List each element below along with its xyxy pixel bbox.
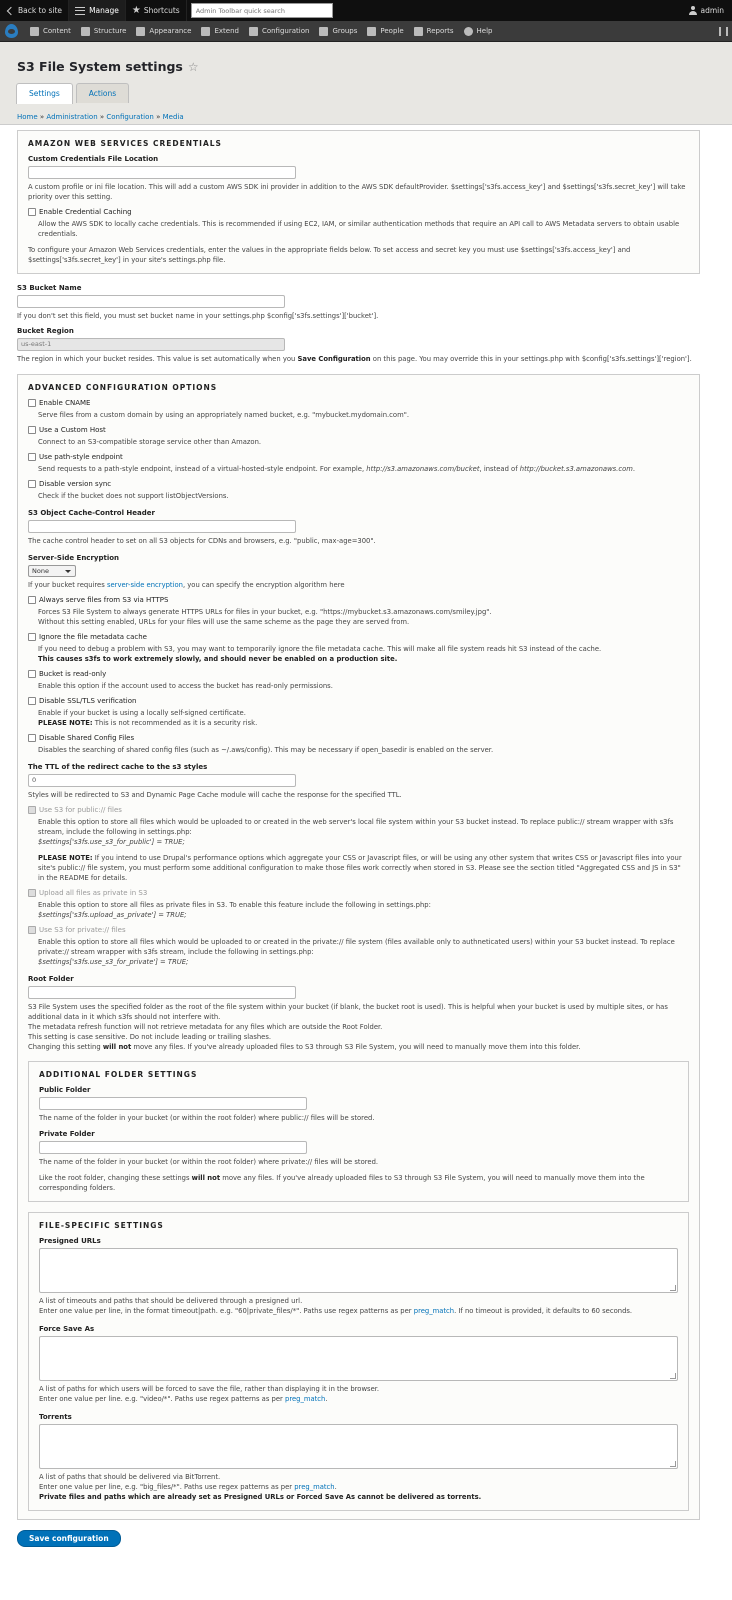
- bucket-name-field: [17, 284, 700, 321]
- shortcut-star-icon[interactable]: ☆: [187, 60, 199, 74]
- upload-private-checkbox: [28, 889, 689, 897]
- aws-credentials-note: To configure your Amazon Web Services credentials, enter the values in the appropriate fields below. To set access and secret key you must use $settings['s3fs.access_key'] and $settings['s3fs.secret_key'] in your site's settings.php file.: [28, 246, 631, 264]
- path-style-desc: [38, 464, 689, 474]
- custom-host-desc: Connect to an S3-compatible storage service other than Amazon.: [38, 438, 262, 446]
- wrench-icon: [249, 27, 258, 36]
- admin-toolbar: [0, 0, 732, 21]
- path-desc-text: .: [632, 465, 636, 473]
- public-folder-desc: The name of the folder in your bucket (or within the root folder) where public:// files will be stored.: [39, 1114, 375, 1122]
- read-only-checkbox[interactable]: [28, 670, 689, 678]
- presigned-textarea[interactable]: [39, 1248, 678, 1293]
- checkbox-box[interactable]: [28, 399, 36, 407]
- menu-label: Structure: [93, 27, 127, 35]
- disable-ssl-desc: [38, 708, 689, 728]
- root-desc-line: [28, 1042, 689, 1052]
- ssl-note-bold: PLEASE NOTE:: [38, 719, 93, 727]
- force-save-textarea[interactable]: [39, 1336, 678, 1381]
- version-sync-desc: Check if the bucket does not support listObjectVersions.: [38, 492, 229, 500]
- cache-control-input[interactable]: [28, 520, 296, 533]
- back-label: Back to site: [18, 6, 63, 15]
- user-name: admin: [700, 6, 724, 15]
- checkbox-box: [28, 889, 36, 897]
- force-desc-line: A list of paths for which users will be forced to save the file, rather than displaying it in the browser.: [39, 1385, 380, 1393]
- fieldset-legend: ADVANCED CONFIGURATION OPTIONS: [28, 383, 218, 392]
- private-code: $settings['s3fs.use_s3_for_private'] = TRUE;: [38, 958, 189, 966]
- checkbox-box[interactable]: [28, 734, 36, 742]
- checkbox-box[interactable]: [28, 697, 36, 705]
- shortcuts-tab[interactable]: [126, 0, 187, 21]
- manage-label: Manage: [89, 6, 119, 15]
- ttl-desc: Styles will be redirected to S3 and Dynamic Page Cache module will cache the response for the specified TTL.: [28, 791, 402, 799]
- menu-icon: [75, 7, 85, 15]
- menu-content[interactable]: [25, 21, 76, 42]
- cred-file-label: Custom Credentials File Location: [28, 155, 159, 163]
- menu-label: Help: [476, 27, 493, 35]
- presigned-desc: [39, 1296, 678, 1316]
- groups-icon: [319, 27, 328, 36]
- help-icon: [464, 27, 473, 36]
- folders-note-bold: will not: [191, 1174, 221, 1182]
- encryption-select[interactable]: None: [28, 565, 76, 577]
- use-s3-private-desc: [38, 937, 689, 967]
- primary-tabs: [16, 83, 132, 104]
- checkbox-label: Ignore the file metadata cache: [39, 633, 147, 641]
- menu-people[interactable]: [362, 21, 408, 42]
- ssl-note-text: This is not recommended as it is a security risk.: [92, 719, 258, 727]
- root-desc-text: move any files. If you've already uploaded files to S3 through S3 File System, you will need to manually move them into this folder.: [131, 1043, 581, 1051]
- checkbox-box: [28, 806, 36, 814]
- path-desc-text: Send requests to a path-style endpoint, instead of a virtual-hosted-style endpoint. For example,: [38, 465, 367, 473]
- content-icon: [30, 27, 39, 36]
- presigned-label: Presigned URLs: [39, 1237, 101, 1245]
- presigned-desc-line: [39, 1306, 678, 1316]
- public-folder-label: Public Folder: [39, 1086, 91, 1094]
- breadcrumb: Home » Administration » Configuration » Media: [17, 113, 184, 121]
- path-desc-example: http://s3.amazonaws.com/bucket: [366, 465, 480, 473]
- menu-help[interactable]: [459, 21, 498, 42]
- force-save-desc: [39, 1384, 678, 1404]
- private-folder-input[interactable]: [39, 1141, 307, 1154]
- checkbox-label: Enable Credential Caching: [39, 208, 132, 216]
- menu-label: Reports: [426, 27, 454, 35]
- path-style-checkbox[interactable]: [28, 453, 689, 461]
- force-desc-text: .: [325, 1395, 328, 1403]
- reports-icon: [414, 27, 423, 36]
- folder-settings-fieldset: [28, 1061, 689, 1202]
- back-arrow-icon: [7, 6, 15, 14]
- manage-tab[interactable]: [69, 0, 126, 21]
- checkbox-label: Always serve files from S3 via HTTPS: [39, 596, 169, 604]
- checkbox-box[interactable]: [28, 426, 36, 434]
- menu-label: Groups: [332, 27, 358, 35]
- checkbox-box[interactable]: [28, 596, 36, 604]
- https-desc-line: Forces S3 File System to always generate HTTPS URLs for files in your bucket, e.g. "https://mybucket.s3.amazonaws.com/smiley.jpg".: [38, 608, 492, 616]
- user-menu[interactable]: [689, 0, 725, 21]
- menu-reports[interactable]: [409, 21, 459, 42]
- people-icon: [367, 27, 376, 36]
- public-note: [38, 853, 689, 883]
- root-desc-line: The metadata refresh function will not retrieve metadata for any files which are outside the Root Folder.: [28, 1023, 383, 1031]
- ignore-cache-checkbox[interactable]: [28, 633, 689, 641]
- bucket-region-input: us-east-1: [17, 338, 285, 351]
- back-to-site-link[interactable]: [0, 0, 69, 21]
- read-only-desc: Enable this option if the account used to access the bucket has read-only permissions.: [38, 682, 333, 690]
- checkbox-label: Use a Custom Host: [39, 426, 106, 434]
- https-checkbox[interactable]: [28, 596, 689, 604]
- custom-host-checkbox[interactable]: [28, 426, 689, 434]
- root-desc-line: This setting is case sensitive. Do not include leading or trailing slashes.: [28, 1033, 272, 1041]
- shared-config-desc: Disables the searching of shared config files (such as ~/.aws/config). This may be necessary if open_basedir is enabled on the server.: [38, 746, 494, 754]
- use-s3-private-checkbox: [28, 926, 689, 934]
- user-icon: [689, 6, 697, 15]
- region-desc-text: The region in which your bucket resides. This value is set automatically when you: [17, 355, 298, 363]
- shortcuts-label: Shortcuts: [143, 6, 180, 15]
- torrents-desc-line: [39, 1482, 678, 1492]
- torrents-desc-text: Enter one value per line, e.g. "big_files/*". Paths use regex patterns as per: [39, 1483, 295, 1491]
- ignore-desc-line: If you need to debug a problem with S3, you may want to temporarily ignore the file metadata cache. This will make all file system reads hit S3 instead of the cache.: [38, 645, 602, 653]
- tab-actions[interactable]: Actions: [76, 83, 129, 103]
- checkbox-box[interactable]: [28, 480, 36, 488]
- save-configuration-button[interactable]: Save configuration: [17, 1530, 121, 1547]
- root-folder-label: Root Folder: [28, 975, 74, 983]
- menu-label: Extend: [214, 27, 239, 35]
- ignore-warning: This causes s3fs to work extremely slowly, and should never be enabled on a production site.: [38, 655, 398, 663]
- menu-label: Configuration: [261, 27, 310, 35]
- breadcrumb-configuration[interactable]: Configuration: [106, 113, 154, 121]
- cache-control-desc: The cache control header to set on all S3 objects for CDNs and browsers, e.g. "public, max-age=300".: [28, 537, 376, 545]
- use-s3-public-desc: [38, 817, 689, 883]
- version-sync-checkbox[interactable]: [28, 480, 689, 488]
- root-desc-line: S3 File System uses the specified folder as the root of the file system within your bucket (if blank, the bucket root is used). This is helpful when your bucket is used by multiple sites, or has additional data in it which s3fs should not interfere with.: [28, 1003, 668, 1021]
- menu-appearance[interactable]: [131, 21, 196, 42]
- upload-private-desc-line: Enable this option to store all files as private files in S3. To enable this feature include the following in settings.php:: [38, 901, 431, 909]
- bucket-name-label: S3 Bucket Name: [17, 284, 82, 292]
- drupal-logo-icon[interactable]: [0, 21, 22, 42]
- presigned-desc-text: . If no timeout is provided, it defaults to 60 seconds.: [454, 1307, 633, 1315]
- force-save-label: Force Save As: [39, 1325, 95, 1333]
- aws-credentials-fieldset: [17, 130, 700, 274]
- ttl-input[interactable]: 0: [28, 774, 296, 787]
- ignore-cache-desc: [38, 644, 689, 664]
- breadcrumb-home[interactable]: Home: [17, 113, 38, 121]
- bucket-region-label: Bucket Region: [17, 327, 74, 335]
- root-folder-input[interactable]: [28, 986, 296, 999]
- menu-structure[interactable]: [76, 21, 132, 42]
- cred-file-input[interactable]: [28, 166, 296, 179]
- puzzle-icon: [201, 27, 210, 36]
- page-title-text: S3 File System settings: [17, 59, 183, 74]
- credential-caching-checkbox[interactable]: [28, 208, 689, 216]
- checkbox-label: Disable Shared Config Files: [39, 734, 135, 742]
- checkbox-box[interactable]: [28, 633, 36, 641]
- ttl-label: The TTL of the redirect cache to the s3 styles: [28, 763, 208, 771]
- preg-match-link[interactable]: preg_match: [413, 1307, 455, 1315]
- use-s3-public-checkbox: [28, 806, 689, 814]
- menu-label: Content: [43, 27, 71, 35]
- encryption-desc-text: , you can specify the encryption algorithm here: [182, 581, 345, 589]
- cred-file-desc: A custom profile or ini file location. This will add a custom AWS SDK ini provider in addition to the AWS SDK defaultProvider. $settings['s3fs.access_key'] and $settings['s3fs.secret_key'] will take priority over this setting.: [28, 183, 686, 201]
- breadcrumb-administration[interactable]: Administration: [46, 113, 98, 121]
- admin-menu-bar: [0, 21, 732, 42]
- public-note-bold: PLEASE NOTE:: [38, 854, 93, 862]
- menu-groups[interactable]: [314, 21, 362, 42]
- folders-note: [39, 1173, 678, 1193]
- force-desc-text: Enter one value per line. e.g. "video/*". Paths use regex patterns as per: [39, 1395, 285, 1403]
- shared-config-checkbox[interactable]: [28, 734, 689, 742]
- checkbox-label: Upload all files as private in S3: [39, 889, 148, 897]
- structure-icon: [81, 27, 90, 36]
- bucket-region-field: [17, 327, 700, 364]
- fieldset-legend: FILE-SPECIFIC SETTINGS: [39, 1221, 164, 1230]
- https-desc: [38, 607, 689, 627]
- region-desc-bold: Save Configuration: [297, 355, 371, 363]
- presigned-desc-line: A list of timeouts and paths that should be delivered through a presigned url.: [39, 1297, 303, 1305]
- page-title: [17, 59, 199, 74]
- presigned-desc-text: Enter one value per line, in the format timeout|path. e.g. "60|private_files/*". Paths use regex patterns as per: [39, 1307, 414, 1315]
- file-settings-fieldset: [28, 1212, 689, 1511]
- torrents-desc-line: A list of paths that should be delivered via BitTorrent.: [39, 1473, 221, 1481]
- fieldset-legend: ADDITIONAL FOLDER SETTINGS: [39, 1070, 198, 1079]
- folders-note-text: move any files. If you've already uploaded files to S3 through S3 File System, you will need to manually move them into the corresponding folders.: [39, 1174, 645, 1192]
- checkbox-label: Use path-style endpoint: [39, 453, 123, 461]
- force-desc-line: [39, 1394, 678, 1404]
- private-desc-line: Enable this option to store all files which would be uploaded to or created in the private:// file system (files available only to authneticated users) within your S3 bucket instead. To replace private:// stream wrapper with s3fs stream, include the following in settings.php:: [38, 938, 675, 956]
- bucket-name-desc: If you don't set this field, you must set bucket name in your settings.php $config['s3fs.settings']['bucket'].: [17, 312, 379, 320]
- encryption-desc: [28, 580, 689, 590]
- disable-ssl-checkbox[interactable]: [28, 697, 689, 705]
- bucket-region-desc: [17, 354, 700, 364]
- torrents-textarea[interactable]: [39, 1424, 678, 1469]
- menu-label: Appearance: [149, 27, 192, 35]
- torrents-warning: Private files and paths which are already set as Presigned URLs or Forced Save As cannot be delivered as torrents.: [39, 1493, 482, 1501]
- region-desc-text: on this page. You may override this in your settings.php with $config['s3fs.settings']['region'].: [370, 355, 692, 363]
- folders-note-text: Like the root folder, changing these settings: [39, 1174, 192, 1182]
- torrents-desc-text: .: [334, 1483, 337, 1491]
- bucket-name-input[interactable]: [17, 295, 285, 308]
- path-desc-example: http://bucket.s3.amazonaws.com: [519, 465, 633, 473]
- private-folder-label: Private Folder: [39, 1130, 95, 1138]
- checkbox-label: Bucket is read-only: [39, 670, 107, 678]
- checkbox-box[interactable]: [28, 670, 36, 678]
- private-folder-desc: The name of the folder in your bucket (or within the root folder) where private:// files will be stored.: [39, 1158, 379, 1166]
- https-desc-line: Without this setting enabled, URLs for your files will use the same scheme as the page they are served from.: [38, 618, 410, 626]
- menu-configuration[interactable]: [244, 21, 314, 42]
- cname-desc: Serve files from a custom domain by using an appropriately named bucket, e.g. "mybucket.mydomain.com".: [38, 411, 409, 419]
- star-icon: ★: [131, 5, 141, 16]
- root-desc-bold: will not: [102, 1043, 132, 1051]
- menu-label: People: [380, 27, 404, 35]
- sse-link[interactable]: server-side encryption: [106, 581, 183, 589]
- root-desc-text: Changing this setting: [28, 1043, 103, 1051]
- toolbar-search-input[interactable]: Admin Toolbar quick search: [191, 3, 333, 18]
- advanced-options-fieldset: [17, 374, 700, 1520]
- fieldset-legend: AMAZON WEB SERVICES CREDENTIALS: [28, 139, 222, 148]
- encryption-label: Server-Side Encryption: [28, 554, 120, 562]
- ssl-note: [38, 718, 689, 728]
- tab-settings[interactable]: Settings: [16, 83, 73, 104]
- ssl-desc-line: Enable if your bucket is using a locally self-signed certificate.: [38, 709, 246, 717]
- path-desc-text: , instead of: [479, 465, 520, 473]
- checkbox-box: [28, 926, 36, 934]
- toolbar-orientation-icon[interactable]: [719, 27, 728, 36]
- breadcrumb-media[interactable]: Media: [162, 113, 184, 121]
- root-folder-desc: [28, 1002, 689, 1052]
- public-code: $settings['s3fs.use_s3_for_public'] = TRUE;: [38, 838, 185, 846]
- encryption-desc-text: If your bucket requires: [28, 581, 107, 589]
- paintbrush-icon: [136, 27, 145, 36]
- checkbox-label: Disable SSL/TLS verification: [39, 697, 137, 705]
- torrents-label: Torrents: [39, 1413, 72, 1421]
- torrents-desc: [39, 1472, 678, 1502]
- checkbox-box[interactable]: [28, 453, 36, 461]
- preg-match-link[interactable]: preg_match: [285, 1395, 326, 1403]
- upload-private-desc: [38, 900, 689, 920]
- checkbox-label: Use S3 for public:// files: [39, 806, 122, 814]
- cache-control-label: S3 Object Cache-Control Header: [28, 509, 155, 517]
- settings-form: [17, 130, 700, 1547]
- checkbox-label: Enable CNAME: [39, 399, 91, 407]
- enable-cname-checkbox[interactable]: [28, 399, 689, 407]
- checkbox-label: Disable version sync: [39, 480, 112, 488]
- checkbox-label: Use S3 for private:// files: [39, 926, 126, 934]
- public-note-text: If you intend to use Drupal's performance options which aggregate your CSS or Javascript files, or will be using any other system that writes CSS or Javascript files into your site's public:// file system, you must perform some additional configuration to make those files work correctly when stored in S3. Please see the section titled "Aggregated CSS and JS in S3" in the README for details.: [38, 854, 682, 882]
- menu-extend[interactable]: [196, 21, 244, 42]
- public-folder-input[interactable]: [39, 1097, 307, 1110]
- credential-caching-desc: Allow the AWS SDK to locally cache credentials. This is recommended if using EC2, IAM, or similar authentication methods that require an API call to AWS Metadata servers to obtain usable credentials.: [38, 220, 680, 238]
- public-desc-line: Enable this option to store all files which would be uploaded to or created in the web server's local file system within your S3 bucket instead. To replace public:// stream wrapper with s3fs stream, include the following in settings.php:: [38, 818, 674, 836]
- preg-match-link[interactable]: preg_match: [294, 1483, 335, 1491]
- checkbox-box[interactable]: [28, 208, 36, 216]
- upload-private-code: $settings['s3fs.upload_as_private'] = TRUE;: [38, 911, 187, 919]
